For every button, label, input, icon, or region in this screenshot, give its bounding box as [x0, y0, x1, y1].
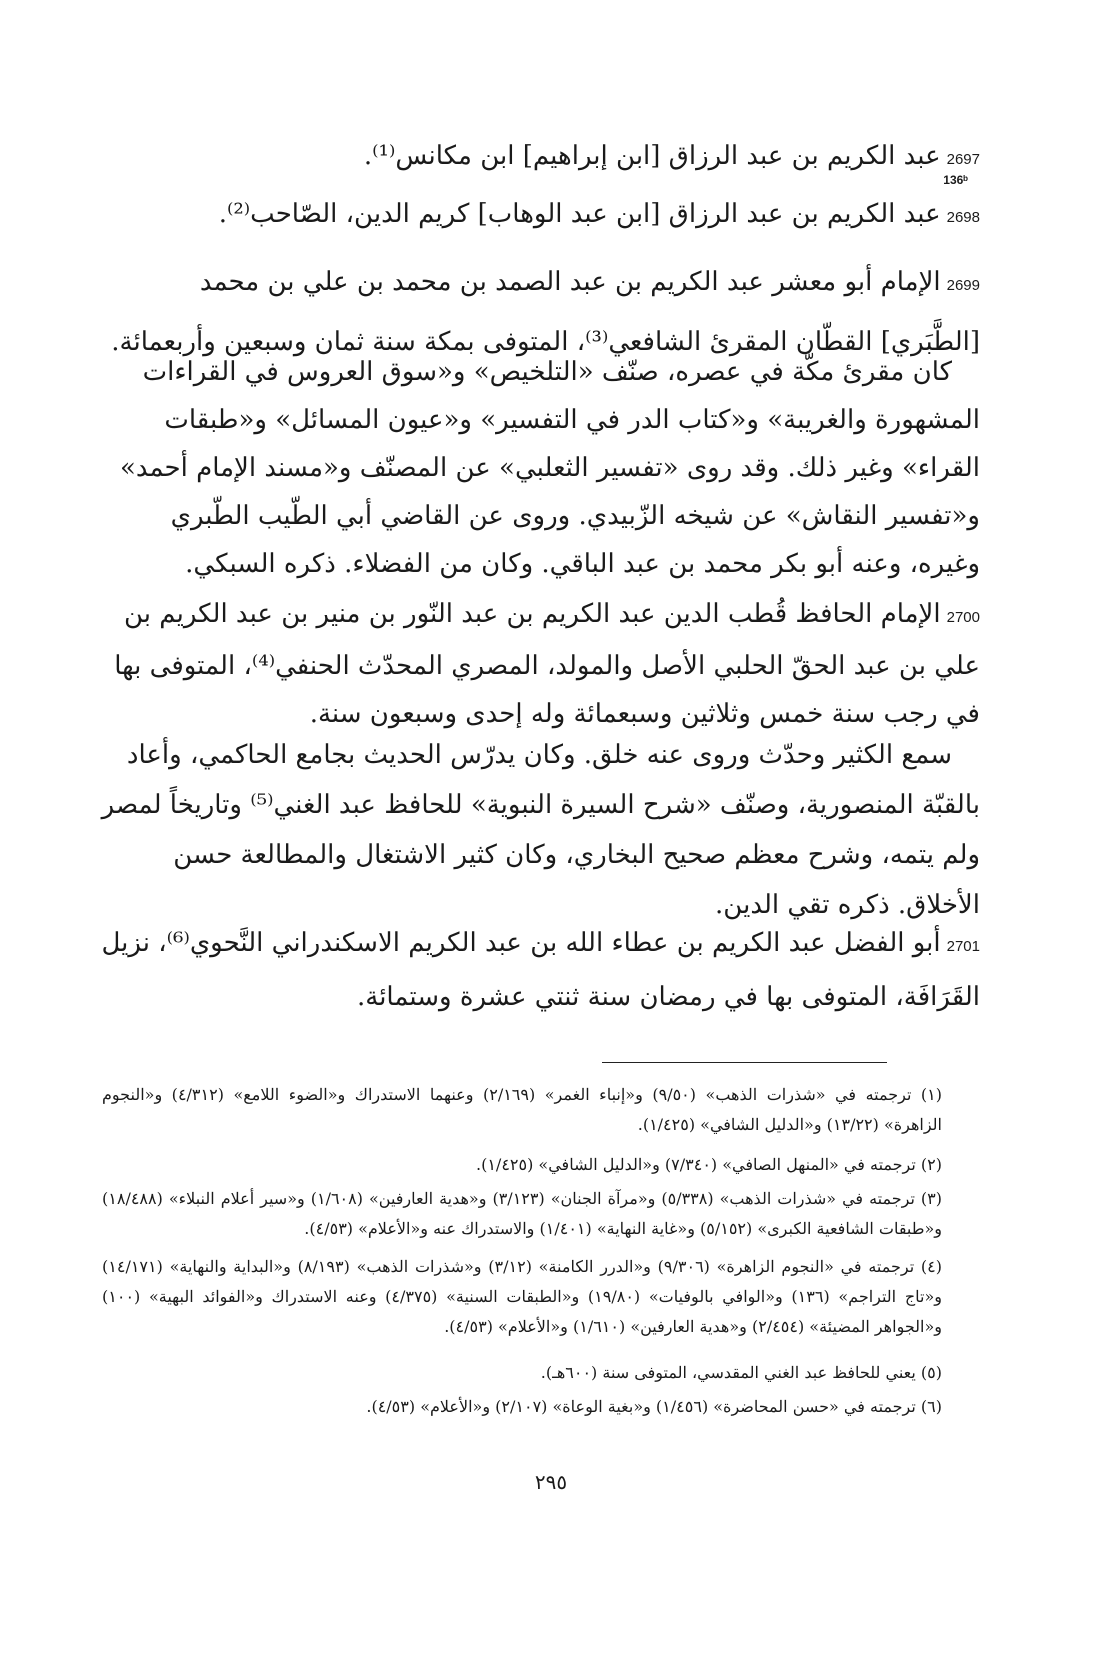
page-number: ٢٩٥: [534, 1470, 568, 1494]
entry-text: الإمام أبو معشر عبد الكريم بن عبد الصمد بن محمد بن علي بن محمد [الطَّبَري] القطّان المقرئ الشافعي⁽³⁾، المتوفى بمكة سنة ثمان وسبعين وأربعمائة.: [111, 267, 980, 357]
footnote-1: (١) ترجمته في «شذرات الذهب» (٩/٥٠) و«إنباء الغمر» (٢/١٦٩) وعنهما الاستدراك و«الضوء اللامع» (٤/٣١٢) و«النجوم الزاهرة» (١٣/٢٢) و«الدليل الشافي» (١/٤٢٥).: [102, 1085, 943, 1134]
footnote-6: (٦) ترجمته في «حسن المحاضرة» (١/٤٥٦) و«بغية الوعاة» (٢/١٠٧) و«الأعلام» (٤/٥٣).: [366, 1397, 942, 1416]
footnote-2: (٢) ترجمته في «المنهل الصافي» (٧/٣٤٠) و«الدليل الشافي» (١/٤٢٥).: [476, 1155, 942, 1174]
entry-number: 2697: [946, 151, 980, 168]
entry-text: عبد الكريم بن عبد الرزاق [ابن إبراهيم] ابن مكانس⁽¹⁾.: [363, 141, 941, 171]
entry-number: 2700: [946, 609, 980, 626]
footnote-3: (٣) ترجمته في «شذرات الذهب» (٥/٣٣٨) و«مرآة الجنان» (٣/١٢٣) و«هدية العارفين» (١/٦٠٨) و«سير أعلام النبلاء» (١٨/٤٨٨) و«طبقات الشافعية الكبرى» (٥/١٥٢) و«غاية النهاية» (١/٤٠١) والاستدراك عنه و«الأعلام» (٤/٥٣).: [102, 1189, 942, 1238]
entry-number: 2701: [946, 938, 980, 955]
footnote-4: (٤) ترجمته في «النجوم الزاهرة» (٩/٣٠٦) و«الدرر الكامنة» (٣/١٢) و«شذرات الذهب» (٨/١٩٣) و«البداية والنهاية» (١٤/١٧١) و«تاج التراجم» (١٣٦) و«الوافي بالوفيات» (١٩/٨٠) و«الطبقات السنية» (٤/٣٧٥) وعنه الاستدراك و«الفوائد البهية» (١٠٠) و«الجواهر المضيئة» (٢/٤٥٤) و«هدية العارفين» (١/٦١٠) و«الأعلام» (٤/٥٣).: [102, 1257, 942, 1336]
entry-text: أبو الفضل عبد الكريم بن عطاء الله بن عبد الكريم الاسكندراني النَّحوي⁽⁶⁾، نزيل القَرَافَة، المتوفى بها في رمضان سنة ثنتي عشرة وستمائة.: [101, 928, 980, 1012]
entry-2697: [100, 128, 980, 188]
entry-text: عبد الكريم بن عبد الرزاق [ابن عبد الوهاب] كريم الدين، الصّاحب⁽²⁾.: [218, 199, 941, 229]
footnote-5: (٥) يعني للحافظ عبد الغني المقدسي، المتوفى سنة (٦٠٠هـ).: [540, 1363, 942, 1382]
entry-2700-body: سمع الكثير وحدّث وروى عنه خلق. وكان يدرّس الحديث بجامع الحاكمي، وأعاد بالقبّة المنصورية، وصنّف «شرح السيرة النبوية» للحافظ عبد الغني⁽⁵⁾ وتاريخاً لمصر ولم يتمه، وشرح معظم صحيح البخاري، وكان كثير الاشتغال والمطالعة حسن الأخلاق. ذكره تقي الدين.: [101, 740, 980, 920]
entry-2701: [100, 918, 980, 1022]
entry-text: الإمام الحافظ قُطب الدين عبد الكريم بن عبد النّور بن منير بن عبد الكريم بن علي بن عبد الحقّ الحلبي الأصل والمولد، المصري المحدّث الحنفي⁽⁴⁾، المتوفى بها في رجب سنة خمس وثلاثين وسبعمائة وله إحدى وسبعون سنة.: [114, 599, 980, 729]
entry-2700: [100, 590, 980, 738]
footnote-separator: [602, 1062, 887, 1063]
entry-number: 2698: [946, 209, 980, 226]
entry-2699-body: كان مقرئ مكّة في عصره، صنّف «التلخيص» و«سوق العروس في القراءات المشهورة والغريبة» و«كتاب الدر في التفسير» و«عيون المسائل» و«طبقات القراء» وغير ذلك. وقد روى «تفسير الثعلبي» عن المصنّف و«مسند الإمام أحمد» و«تفسير النقاش» عن شيخه الزّبيدي. وروى عن القاضي أبي الطّيب الطّبري وغيره، وعنه أبو بكر محمد بن عبد الباقي. وكان من الفضلاء. ذكره السبكي.: [119, 357, 980, 579]
entry-2698: [100, 186, 980, 246]
manuscript-folio-marker: 136ᵇ: [943, 173, 968, 187]
entry-number: 2699: [946, 277, 980, 294]
